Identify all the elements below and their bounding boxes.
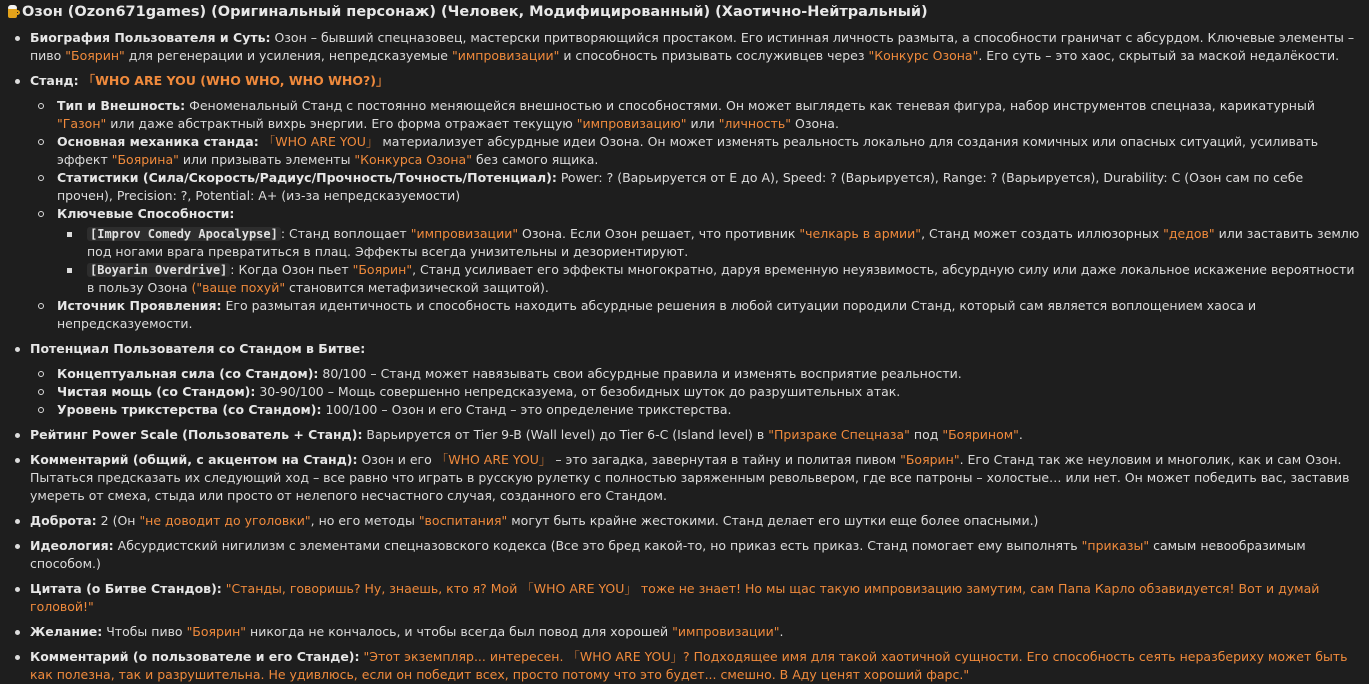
rating-text: Варьируется от Tier 9-B (Wall level) до Tier 6-C (Island level) в (362, 427, 769, 442)
kindness-label: Доброта: (30, 513, 97, 528)
bio-text: . Его суть – это хаос, скрытый за маской недалёкости. (978, 48, 1340, 63)
stand-type-text: Феноменальный Станд с постоянно меняющейся внешностью и способностями. Он может выглядеть как теневая фигура, набор инструментов спецназа, карикатурный (185, 98, 1315, 113)
comment-text: – это загадка, завернутая в тайну и политая пивом (551, 452, 901, 467)
potential-item (30, 365, 1361, 383)
comment-text: Озон и его (357, 452, 436, 467)
rating-text: под (909, 427, 943, 442)
stand-source-label: Источник Проявления: (57, 298, 222, 313)
kindness-text: 2 (Он (96, 513, 140, 528)
stand-mechanic-text: материализует абсурдные идеи Озона. Он может изменять реальность локально для создания комичных или опасных ситуаций, усиливать эффект (57, 134, 1319, 167)
comment-highlight: 「WHO ARE YOU」 (435, 452, 552, 467)
stand-abilities-item (30, 205, 1361, 297)
stand-type-label: Тип и Внешность: (57, 98, 186, 113)
quote-label: Цитата (о Битве Стандов): (30, 581, 222, 596)
kindness-text: могут быть крайне жестокими. Станд делает его шутки еще более опасными.) (507, 513, 1039, 528)
list-item-kindness (8, 512, 1361, 530)
stand-abilities-label: Ключевые Способности: (57, 206, 235, 221)
ideology-label: Идеология: (30, 538, 114, 553)
ability-highlight: "дедов" (1163, 226, 1215, 241)
list-item-rating (8, 426, 1361, 444)
stand-type-text: или даже абстрактный вихрь энергии. Его форма отражает текущую (106, 116, 577, 131)
comment-text: . Его Станд так же неуловим и многолик, как и сам Озон. Пытаться предсказать их следующий ход – все равно что играть в русскую рулетку с полностью заряженным револьвером, где все патроны – холостые… или нет. Он может победить вас, заставив умереть от смеха, стыда или просто от нелепого несчастного случая, созданного его Стандом. (30, 452, 1350, 503)
stand-type-highlight: "Газон" (57, 116, 107, 131)
rating-highlight: "Боярином" (942, 427, 1019, 442)
potential-item-label: Концептуальная сила (со Стандом): (57, 366, 319, 381)
stand-mechanic-item (30, 133, 1361, 169)
comment2-label: Комментарий (о пользователе и его Станде): (30, 649, 360, 664)
stand-stats-text: Power: ? (Варьируется от E до A), Speed: ? (Варьируется), Range: ? (Варьируется), Durability: C (Озон сам по себе прочен), Precision: ?, Potential: A+ (из-за непредсказуемости) (57, 170, 1304, 203)
ability-text: Озона. Если Озон решает, что противник (518, 226, 800, 241)
rating-highlight: "Призраке Спецназа" (768, 427, 910, 442)
bio-text: Озон – бывший спецназовец, мастерски притворяющийся простаком. Его истинная личность размыта, а способности граничат с абсурдом. Ключевые элементы – пиво (30, 30, 1355, 63)
potential-item-text: 100/100 – Озон и его Станд – это определение трикстерства. (321, 402, 732, 417)
wish-highlight: "Боярин" (186, 624, 247, 639)
potential-item-text: 30-90/100 – Мощь совершенно непредсказуема, от безобидных шуток до разрушительных атак. (255, 384, 901, 399)
potential-item-label: Уровень трикстерства (со Стандом): (57, 402, 322, 417)
stand-stats-item (30, 169, 1361, 205)
stand-type-text: или (686, 116, 719, 131)
ability-highlight: "импровизации" (410, 226, 519, 241)
stand-name: 「WHO ARE YOU (WHO WHO, WHO WHO?)」 (82, 73, 389, 88)
stand-source-text: Его размытая идентичность и способность находить абсурдные решения в любой ситуации породили Станд, который сам является воплощением хаоса и непредсказуемости. (57, 298, 1257, 331)
stand-source-item (30, 297, 1361, 333)
title-text: Озон (Ozon671games) (Оригинальный персонаж) (Человек, Модифицированный) (Хаотично-Нейтральный) (22, 4, 928, 20)
bio-label: Биография Пользователя и Суть: (30, 30, 271, 45)
stand-sublist (30, 97, 1361, 333)
ability-code: [Improv Comedy Apocalypse] (87, 227, 281, 241)
list-item-quote (8, 580, 1361, 616)
stand-stats-label: Статистики (Сила/Скорость/Радиус/Прочность/Точность/Потенциал): (57, 170, 557, 185)
stand-mechanic-text: или призывать элементы (178, 152, 355, 167)
potential-item-text: 80/100 – Станд может навязывать свои абсурдные правила и изменять восприятие реальности. (318, 366, 962, 381)
list-item-stand (8, 72, 1361, 333)
wish-text: . (779, 624, 784, 639)
ability-text: или заставить землю под ногами врага превратиться в плац. Эффекты всегда унизительны и дезориентируют. (87, 226, 1360, 259)
kindness-highlight: "воспитания" (418, 513, 508, 528)
stand-type-item (30, 97, 1361, 133)
potential-sublist (30, 365, 1361, 419)
potential-item (30, 401, 1361, 419)
wish-highlight: "импровизации" (672, 624, 780, 639)
stand-type-text: Озона. (791, 116, 839, 131)
ability-code: [Boyarin Overdrive] (87, 263, 230, 277)
stand-type-highlight: "импровизацию" (576, 116, 687, 131)
list-item-ideology (8, 537, 1361, 573)
comment2-text: "Этот экземпляр... интересен. 「WHO ARE YOU」? Подходящее имя для такой хаотичной сущности. Его способность сеять неразбериху может быть как полезна, так и разрушительна. Не удивлюсь, если он победит всех, просто потому что это будет... смешно. В Аду ценят хороший фарс." (30, 649, 1348, 682)
list-item-wish (8, 623, 1361, 641)
abilities-list (57, 225, 1361, 297)
kindness-text: , но его методы (310, 513, 419, 528)
stand-label: Станд: (30, 73, 79, 88)
comment-label: Комментарий (общий, с акцентом на Станд): (30, 452, 358, 467)
ideology-text: Абсурдистский нигилизм с элементами спецназовского кодекса (Все это бред какой-то, но приказ есть приказ. Станд помогает ему выполнять (113, 538, 1082, 553)
ability-text: : Станд воплощает (280, 226, 411, 241)
list-item-comment (8, 451, 1361, 505)
ability-highlight: "челкарь в армии" (799, 226, 922, 241)
ability-text: , Станд может создать иллюзорных (921, 226, 1164, 241)
stand-type-highlight: "личность" (718, 116, 792, 131)
page-title (8, 2, 1361, 22)
quote-text: "Станды, говоришь? Ну, знаешь, кто я? Мой 「WHO ARE YOU」 тоже не знает! Но мы щас такую импровизацию замутим, сам Папа Карло обзавидуется! Вот и думай головой!" (30, 581, 1320, 614)
list-item-comment-2 (8, 648, 1361, 684)
beer-mug-icon (8, 5, 20, 18)
wish-label: Желание: (30, 624, 103, 639)
ability-text: , Станд усиливает его эффекты многократно, даруя временную неуязвимость, абсурдную силу или даже локальное искажение вероятности в пользу Озона (87, 262, 1355, 295)
list-item-biography (8, 29, 1361, 65)
rating-label: Рейтинг Power Scale (Пользователь + Станд): (30, 427, 363, 442)
stand-mechanic-highlight: 「WHO ARE YOU」 (262, 134, 379, 149)
ability-text: : Когда Озон пьет (230, 262, 353, 277)
ability-item (57, 225, 1361, 261)
bio-text: и способность призывать сослуживцев через (559, 48, 869, 63)
bio-highlight: "Конкурс Озона" (868, 48, 979, 63)
stand-mechanic-highlight: "Конкурса Озона" (354, 152, 472, 167)
stand-mechanic-highlight: "Боярина" (111, 152, 179, 167)
ideology-highlight: "приказы" (1081, 538, 1150, 553)
ability-text: становится метафизической защитой). (285, 280, 549, 295)
list-item-potential (8, 340, 1361, 419)
wish-text: никогда не кончалось, и чтобы всегда был повод для хорошей (246, 624, 673, 639)
comment-highlight: "Боярин" (900, 452, 960, 467)
potential-item (30, 383, 1361, 401)
ability-item (57, 261, 1361, 297)
bio-text: для регенерации и усиления, непредсказуемые (124, 48, 452, 63)
kindness-highlight: "не доводит до уголовки" (139, 513, 311, 528)
ability-highlight: "Боярин" (352, 262, 413, 277)
bio-highlight: "Боярин" (65, 48, 125, 63)
ability-highlight: ("ваще похуй" (191, 280, 286, 295)
potential-item-label: Чистая мощь (со Стандом): (57, 384, 256, 399)
bio-highlight: "импровизации" (451, 48, 560, 63)
rating-text: . (1018, 427, 1023, 442)
potential-label: Потенциал Пользователя со Стандом в Битве: (30, 341, 366, 356)
ideology-text: самым невообразимым способом.) (30, 538, 1306, 571)
stand-mechanic-label: Основная механика станда: (57, 134, 259, 149)
stand-mechanic-text: без самого ящика. (471, 152, 599, 167)
main-list (8, 29, 1361, 684)
wish-text: Чтобы пиво (102, 624, 187, 639)
